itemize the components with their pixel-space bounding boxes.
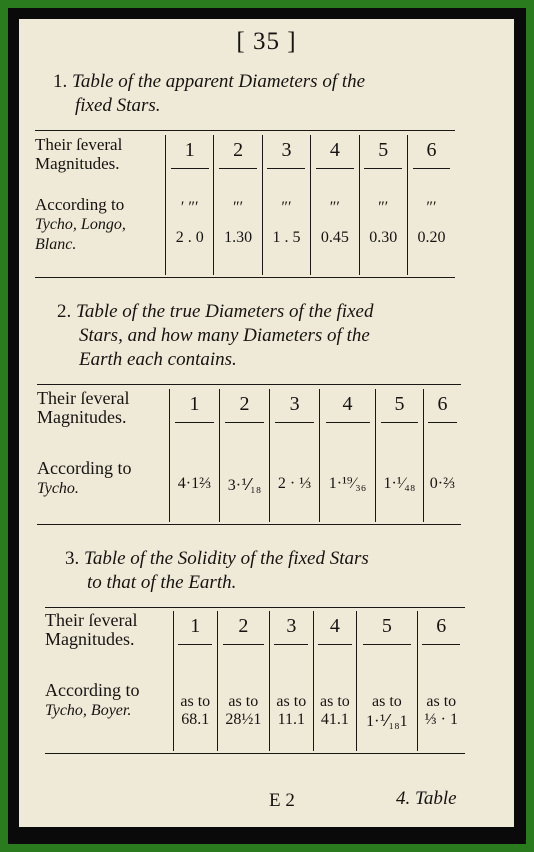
table-2-title-line-1: Table of the true Diameters of the fixed [76, 301, 374, 322]
page-number: [ 35 ] [236, 28, 297, 55]
table-1-value-5: ″′ 0.30 [359, 195, 407, 275]
table-1-title-line-1: Table of the apparent Diameters of the [72, 71, 366, 92]
table-2-mag-1: 1 [170, 389, 220, 447]
table-1-title [53, 70, 483, 118]
table-2-value-5: 1·¹⁄₄₈ [376, 447, 424, 522]
table-1-mag-3: 3 [262, 135, 310, 195]
table-3-bottom-rule [45, 753, 465, 754]
table-1-value-2: ″′ 1.30 [214, 195, 262, 275]
table-1-mag-4: 4 [311, 135, 359, 195]
table-1-mag-6: 6 [407, 135, 455, 195]
table-2-header-label: Their ſeveral Magnitudes. [37, 388, 130, 427]
table-2-mag-2: 2 [219, 389, 269, 447]
table-2-bottom-rule [37, 524, 461, 525]
table-3-number: 3. [65, 548, 80, 569]
table-1-value-4: ″′ 0.45 [311, 195, 359, 275]
table-2-top-rule [37, 384, 461, 385]
table-2-value-4: 1·¹⁹⁄₃₆ [320, 447, 376, 522]
table-2-mag-5: 5 [376, 389, 424, 447]
table-3-mag-4: 4 [313, 611, 357, 671]
table-1-header-label: Their ſeveral Magnitudes. [35, 135, 123, 173]
table-1-bottom-rule [35, 277, 455, 278]
table-3-title-line-1: Table of the Solidity of the fixed Stars [84, 548, 369, 569]
table-3-mag-6: 6 [417, 611, 465, 671]
table-2-value-2: 3·⅟₁₈ [219, 447, 269, 522]
table-3 [45, 611, 465, 751]
table-2-source-label: According to Tycho. [37, 458, 132, 497]
table-1-title-line-2: fixed Stars. [75, 95, 161, 116]
table-1 [35, 135, 455, 275]
table-2-title-line-3: Earth each contains. [79, 349, 237, 370]
table-3-header-label: Their ſeveral Magnitudes. [45, 610, 138, 649]
table-2-title-line-2: Stars, and how many Diameters of the [79, 325, 370, 346]
table-3-mag-3: 3 [270, 611, 314, 671]
table-3-title [65, 547, 495, 595]
table-1-mag-5: 5 [359, 135, 407, 195]
table-1-value-6: ″′ 0.20 [407, 195, 455, 275]
table-1-mag-2: 2 [214, 135, 262, 195]
table-1-top-rule [35, 130, 455, 131]
table-3-value-5: as to 1·⅟₁₈1 [357, 671, 417, 751]
table-2-value-6: 0·⅔ [423, 447, 461, 522]
table-1-value-3: ″′ 1 . 5 [262, 195, 310, 275]
table-2-number: 2. [57, 301, 72, 322]
table-2-mag-4: 4 [320, 389, 376, 447]
table-2-title [57, 300, 487, 372]
book-page [19, 19, 514, 827]
table-2-mag-6: 6 [423, 389, 461, 447]
table-3-value-2: as to 28½1 [217, 671, 269, 751]
table-1-mag-1: 1 [166, 135, 214, 195]
table-1-number: 1. [53, 71, 68, 92]
signature-mark: E 2 [269, 790, 295, 811]
table-3-mag-1: 1 [174, 611, 218, 671]
table-3-source-label: According to Tycho, Boyer. [45, 680, 140, 719]
table-2-value-3: 2 · ⅓ [270, 447, 320, 522]
table-3-mag-2: 2 [217, 611, 269, 671]
table-2-value-1: 4·1⅔ [170, 447, 220, 522]
table-3-value-3: as to 11.1 [270, 671, 314, 751]
table-3-value-1: as to 68.1 [174, 671, 218, 751]
table-1-source-label: According to Tycho, Longo, Blanc. [35, 195, 126, 253]
table-2-mag-3: 3 [270, 389, 320, 447]
table-3-mag-5: 5 [357, 611, 417, 671]
table-1-value-1: ′ ″′ 2 . 0 [166, 195, 214, 275]
table-3-value-4: as to 41.1 [313, 671, 357, 751]
table-3-top-rule [45, 607, 465, 608]
table-3-title-line-2: to that of the Earth. [87, 572, 237, 593]
catchword: 4. Table [396, 788, 457, 809]
table-3-value-6: as to ⅓ · 1 [417, 671, 465, 751]
table-2 [37, 389, 461, 522]
